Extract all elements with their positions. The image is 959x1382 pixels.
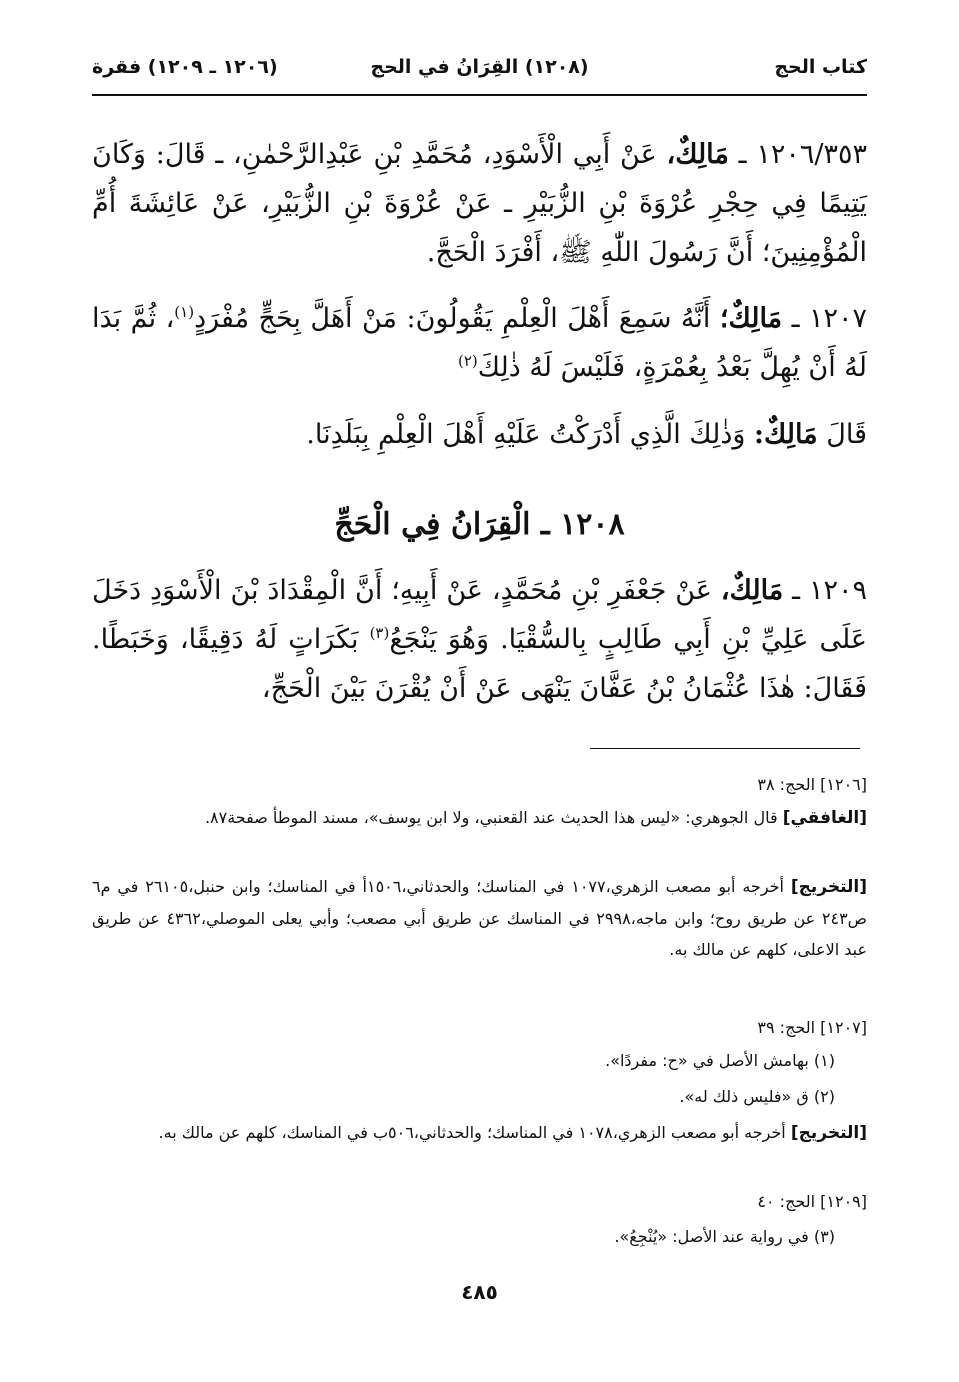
- footnote-reference-1207: [١٢٠٧] الحج: ٣٩: [757, 1018, 867, 1037]
- chapter-heading: ١٢٠٨ ـ الْقِرَانُ فِي الْحَجِّ: [334, 507, 625, 542]
- footnote-marker[interactable]: (٣): [369, 624, 390, 642]
- narrator-name: مَالِكٌ،: [720, 575, 784, 606]
- footnote-takhrij-1206: [92, 871, 867, 965]
- footnote-reference-1206: [١٢٠٦] الحج: ٣٨: [757, 775, 867, 794]
- footnote-note-3: (٣) في رواية عند الأصل: «يُنْجِعُ».: [614, 1227, 835, 1246]
- footnote-takhrij-1207: [92, 1117, 867, 1149]
- footnote-marker[interactable]: (٢): [457, 352, 478, 370]
- narrator-name: مَالِكٌ؛: [719, 303, 783, 334]
- hadith-text: أَنَّهُ سَمِعَ أَهْلَ الْعِلْمِ يَقُولُونَ: مَنْ أَهَلَّ بِحَجٍّ مُفْرَدٍ: [194, 303, 711, 334]
- hadith-number: ١٢٠٩ ـ: [792, 575, 867, 606]
- footnote-divider: [590, 748, 860, 749]
- hadith-text: ، ثُمَّ بَدَا لَهُ أَنْ يُهِلَّ بَعْدُ بِعُمْرَةٍ، فَلَيْسَ لَهُ ذٰلِكَ: [92, 303, 867, 383]
- footnote-note-1: (١) بهامش الأصل في «ح: مفردًا».: [605, 1051, 835, 1070]
- footnote-ghafiqi: [92, 802, 867, 834]
- footnote-tag: [التخريج]: [790, 1123, 867, 1143]
- running-header: [92, 56, 867, 86]
- narrator-name: مَالِكٌ:: [754, 419, 818, 450]
- hadith-1209: [92, 566, 867, 713]
- narrator-name: مَالِكٌ،: [666, 139, 729, 170]
- footnote-tag: [الغافقي]: [782, 808, 867, 828]
- header-section-title: (١٢٠٨) القِرَانُ في الحج: [370, 56, 589, 78]
- header-paragraph-range: (١٢٠٦ ـ ١٢٠٩) فقرة: [92, 56, 278, 78]
- header-book-title: كتاب الحج: [774, 56, 867, 78]
- footnote-note-2: (٢) ق «فليس ذلك له».: [679, 1087, 835, 1106]
- statement-text: وَذٰلِكَ الَّذِي أَدْرَكْتُ عَلَيْهِ أَهْلَ الْعِلْمِ بِبَلَدِنَا.: [306, 419, 746, 450]
- footnote-text: قال الجوهري: «ليس هذا الحديث عند القعنبي، ولا ابن يوسف»، مسند الموطأ صفحة٨٧.: [204, 808, 778, 827]
- footnote-reference-1209: [١٢٠٩] الحج: ٤٠: [757, 1192, 867, 1211]
- hadith-1206: [92, 130, 867, 277]
- hadith-text: عَنْ جَعْفَرِ بْنِ مُحَمَّدٍ، عَنْ أَبِيهِ؛ أَنَّ الْمِقْدَادَ بْنَ الْأَسْوَدِ دَخَلَ عَلَى عَلِيِّ بْنِ أَبِي طَالِبٍ بِالسُّقْيَا. وَهُوَ يَنْجَعُ: [92, 575, 867, 655]
- hadith-number: ١٢٠٧ ـ: [791, 303, 867, 334]
- malik-statement: [92, 410, 867, 459]
- footnote-marker[interactable]: (١): [174, 303, 195, 321]
- header-divider: [92, 94, 867, 96]
- hadith-1207: [92, 294, 867, 392]
- hadith-number: ١٢٠٦/٣٥٣ ـ: [738, 139, 867, 170]
- page-number: ٤٨٥: [461, 1280, 498, 1304]
- statement-prefix: قَالَ: [826, 419, 867, 450]
- hadith-text: عَنْ أَبِي الْأَسْوَدِ، مُحَمَّدِ بْنِ عَبْدِالرَّحْمٰنِ، ـ قَالَ: وَكَانَ يَتِيمًا فِي حِجْرِ عُرْوَةَ بْنِ الزُّبَيْرِ ـ عَنْ عُرْوَةَ بْنِ الزُّبَيْرِ، عَنْ عَائِشَةَ أُمِّ الْمُؤْمِنِينَ؛ أَنَّ رَسُولَ اللّٰهِ ﷺ، أَفْرَدَ الْحَجَّ.: [92, 139, 867, 268]
- footnote-tag: [التخريج]: [790, 877, 868, 897]
- hadith-text: بَكَرَاتٍ لَهُ دَقِيقًا، وَخَبَطًا. فَقَالَ: هٰذَا عُثْمَانُ بْنُ عَفَّانَ يَنْهَى عَنْ أَنْ يُقْرَنَ بَيْنَ الْحَجِّ،: [92, 624, 867, 704]
- footnote-text: أخرجه أبو مصعب الزهري،١٠٧٧ في المناسك؛ والحدثاني،١٥٠٦أ في المناسك؛ وابن حنبل،٢٦١٠٥ في م٦ ص٢٤٣ عن طريق روح؛ وابن ماجه،٢٩٩٨ في المناسك عن طريق أبي مصعب؛ وأبي يعلى الموصلي،٤٣٦٢ عن طريق عبد الاعلى، كلهم عن مالك به.: [92, 877, 868, 959]
- footnote-text: أخرجه أبو مصعب الزهري،١٠٧٨ في المناسك؛ والحدثاني،٥٠٦ب في المناسك، كلهم عن مالك به.: [158, 1123, 786, 1142]
